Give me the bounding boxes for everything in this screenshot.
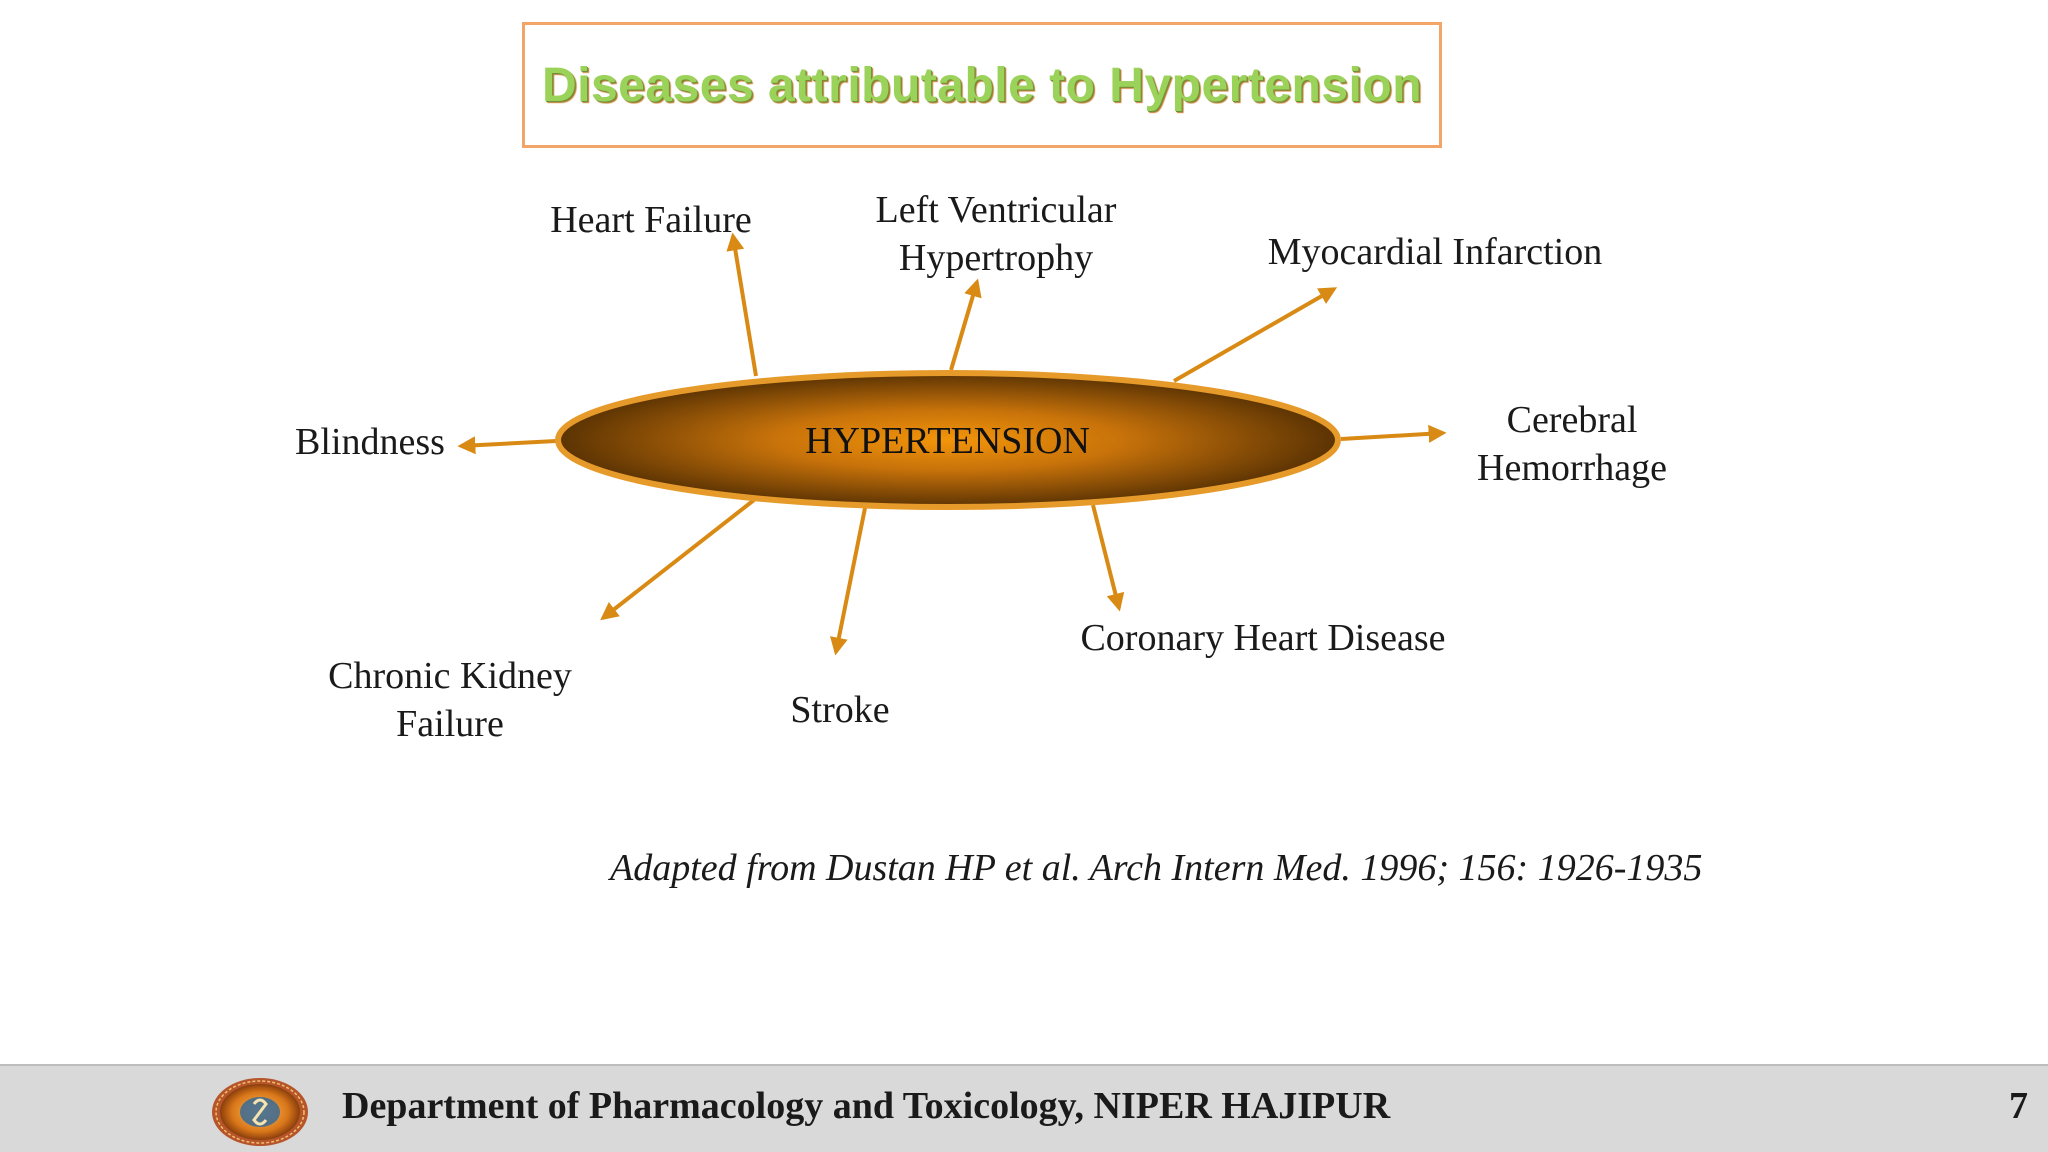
arrow-blindness bbox=[461, 441, 556, 446]
footer bbox=[0, 1064, 2048, 1152]
arrow-ckd bbox=[603, 500, 754, 618]
label-mi: Myocardial Infarction bbox=[1267, 231, 1603, 273]
arrow-heart-failure bbox=[733, 236, 756, 376]
slide-title: Diseases attributable to Hypertension bbox=[541, 58, 1423, 112]
arrow-cerebral-hemorrhage bbox=[1341, 433, 1443, 439]
center-label: HYPERTENSION bbox=[805, 420, 1090, 462]
arrow-stroke bbox=[836, 508, 865, 652]
label-heart-failure: Heart Failure bbox=[550, 199, 752, 241]
page-number: 7 bbox=[2009, 1085, 2028, 1127]
label-blindness: Blindness bbox=[295, 421, 445, 463]
niper-logo-icon bbox=[210, 1076, 310, 1148]
citation: Adapted from Dustan HP et al. Arch Intern Med. 1996; 156: 1926-1935 bbox=[610, 847, 1703, 889]
label-coronary-heart-disease: Coronary Heart Disease bbox=[1080, 617, 1446, 659]
arrow-lvh bbox=[951, 282, 977, 370]
label-stroke: Stroke bbox=[790, 689, 890, 731]
footer-department: Department of Pharmacology and Toxicology, NIPER HAJIPUR bbox=[342, 1085, 1391, 1127]
arrow-mi bbox=[1174, 289, 1334, 381]
label-lvh: Left Ventricular Hypertrophy bbox=[875, 189, 1117, 279]
label-cerebral-hemorrhage: Cerebral Hemorrhage bbox=[1477, 399, 1667, 489]
label-ckd: Chronic Kidney Failure bbox=[328, 655, 572, 745]
arrow-coronary-heart-disease bbox=[1093, 505, 1119, 608]
